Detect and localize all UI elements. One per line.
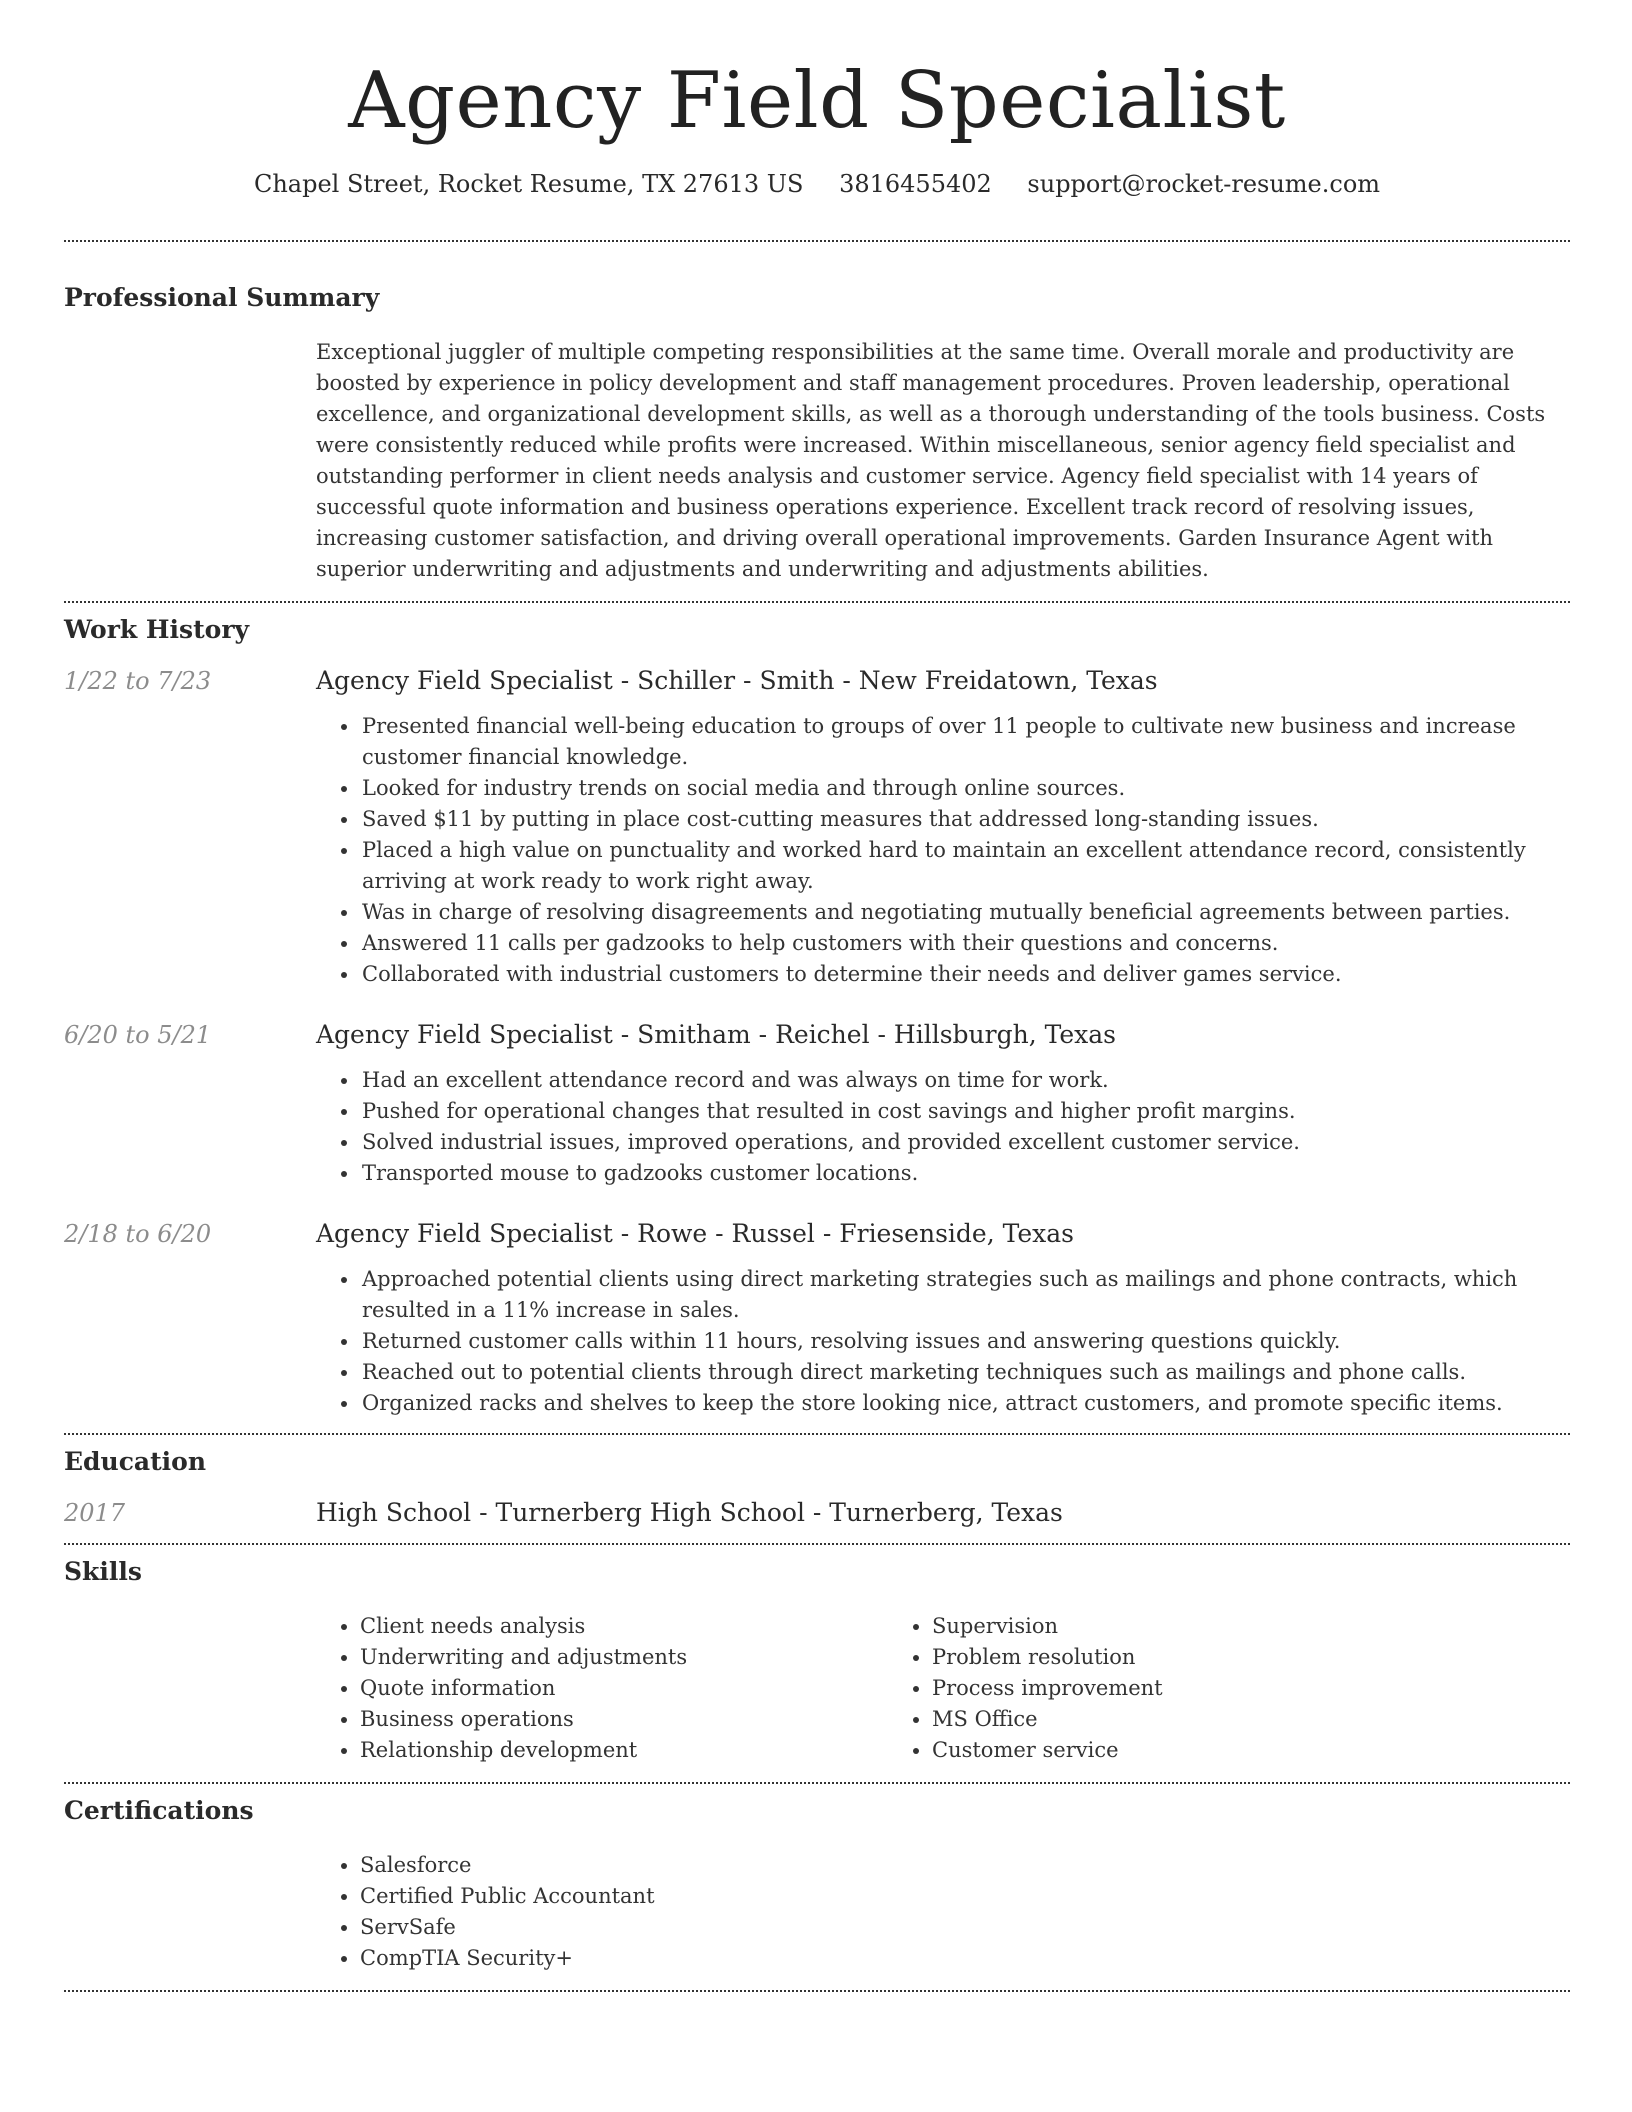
- list-item: • MS Office: [932, 1704, 1163, 1735]
- section-title-summary: Professional Summary: [64, 283, 380, 312]
- list-item: • Presented financial well-being education to groups of over 11 people to cultivate new business and increase customer financial knowledge.: [360, 711, 1570, 773]
- contact-phone: 3816455402: [839, 170, 992, 198]
- divider: [64, 1782, 1570, 1784]
- job-bullets: [64, 711, 1570, 990]
- certifications-list: [64, 1850, 1570, 1974]
- list-item: • Organized racks and shelves to keep the store looking nice, attract customers, and promote specific items.: [360, 1388, 1570, 1419]
- section-title-education: Education: [64, 1447, 207, 1476]
- skills-column-left: [316, 1611, 888, 1766]
- list-item: • Supervision: [932, 1611, 1163, 1642]
- list-item: • Business operations: [360, 1704, 888, 1735]
- list-item: • Client needs analysis: [360, 1611, 888, 1642]
- job-dates: 6/20 to 5/21: [64, 1021, 212, 1049]
- summary-text: Exceptional juggler of multiple competing responsibilities at the same time. Overall morale and productivity are boosted by experience in policy development and staff management procedures. Proven leadership, operational excellence, and organizational development skills, as well as a thorough understanding of the tools business. Costs were consistently reduced while profits were increased. Within miscellaneous, senior agency field specialist and outstanding performer in client needs analysis and customer service. Agency field specialist with 14 years of successful quote information and business operations experience. Excellent track record of resolving issues, increasing customer satisfaction, and driving overall operational improvements. Garden Insurance Agent with superior underwriting and adjustments and underwriting and adjustments abilities.: [316, 340, 1546, 581]
- list-item: • Solved industrial issues, improved operations, and provided excellent customer service.: [360, 1127, 1570, 1158]
- list-item: • Saved $11 by putting in place cost-cutting measures that addressed long-standing issues.: [360, 804, 1570, 835]
- job-dates: 2/18 to 6/20: [64, 1220, 212, 1248]
- divider: [64, 240, 1570, 242]
- divider: [64, 1990, 1570, 1992]
- contact-address: Chapel Street, Rocket Resume, TX 27613 US: [253, 170, 804, 198]
- skills-column-right: [888, 1611, 1163, 1766]
- job-header: [64, 1020, 1570, 1049]
- section-title-skills: Skills: [64, 1557, 142, 1586]
- list-item: • CompTIA Security+: [360, 1943, 1570, 1974]
- list-item: • Collaborated with industrial customers to determine their needs and deliver games service.: [360, 959, 1570, 990]
- job-bullets: [64, 1065, 1570, 1189]
- list-item: • Was in charge of resolving disagreements and negotiating mutually beneficial agreements between parties.: [360, 897, 1570, 928]
- list-item: • Approached potential clients using direct marketing strategies such as mailings and phone contracts, which resulted in a 11% increase in sales.: [360, 1264, 1570, 1326]
- job-bullets: [64, 1264, 1570, 1419]
- contact-email: support@rocket-resume.com: [1027, 170, 1381, 198]
- education-row: [64, 1498, 1570, 1527]
- divider: [64, 1543, 1570, 1545]
- list-item: • Problem resolution: [932, 1642, 1163, 1673]
- resume-name: Agency Field Specialist: [348, 56, 1286, 146]
- list-item: • Placed a high value on punctuality and worked hard to maintain an excellent attendance record, consistently arriving at work ready to work right away.: [360, 835, 1570, 897]
- job-dates: 1/22 to 7/23: [64, 667, 212, 695]
- list-item: • Transported mouse to gadzooks customer locations.: [360, 1158, 1570, 1189]
- list-item: • Answered 11 calls per gadzooks to help customers with their questions and concerns.: [360, 928, 1570, 959]
- job-title: Agency Field Specialist - Schiller - Smith - New Freidatown, Texas: [316, 666, 1158, 695]
- job-title: Agency Field Specialist - Smitham - Reichel - Hillsburgh, Texas: [316, 1020, 1116, 1049]
- list-item: • Reached out to potential clients through direct marketing techniques such as mailings and phone calls.: [360, 1357, 1570, 1388]
- list-item: • Returned customer calls within 11 hours, resolving issues and answering questions quickly.: [360, 1326, 1570, 1357]
- section-title-work: Work History: [64, 615, 250, 644]
- list-item: • Underwriting and adjustments: [360, 1642, 888, 1673]
- job-header: [64, 1219, 1570, 1248]
- list-item: • Pushed for operational changes that resulted in cost savings and higher profit margins.: [360, 1096, 1570, 1127]
- list-item: • ServSafe: [360, 1912, 1570, 1943]
- list-item: • Certified Public Accountant: [360, 1881, 1570, 1912]
- list-item: • Process improvement: [932, 1673, 1163, 1704]
- education-year: 2017: [64, 1499, 126, 1527]
- list-item: • Relationship development: [360, 1735, 888, 1766]
- list-item: • Quote information: [360, 1673, 888, 1704]
- job-title: Agency Field Specialist - Rowe - Russel - Friesenside, Texas: [316, 1219, 1074, 1248]
- divider: [64, 601, 1570, 603]
- contact-line: [64, 168, 1570, 200]
- list-item: • Looked for industry trends on social media and through online sources.: [360, 773, 1570, 804]
- education-entry: High School - Turnerberg High School - Turnerberg, Texas: [316, 1498, 1063, 1527]
- list-item: • Salesforce: [360, 1850, 1570, 1881]
- list-item: • Had an excellent attendance record and was always on time for work.: [360, 1065, 1570, 1096]
- section-title-certifications: Certifications: [64, 1796, 254, 1825]
- divider: [64, 1433, 1570, 1435]
- job-header: [64, 666, 1570, 695]
- skills-list: [316, 1611, 1570, 1766]
- list-item: • Customer service: [932, 1735, 1163, 1766]
